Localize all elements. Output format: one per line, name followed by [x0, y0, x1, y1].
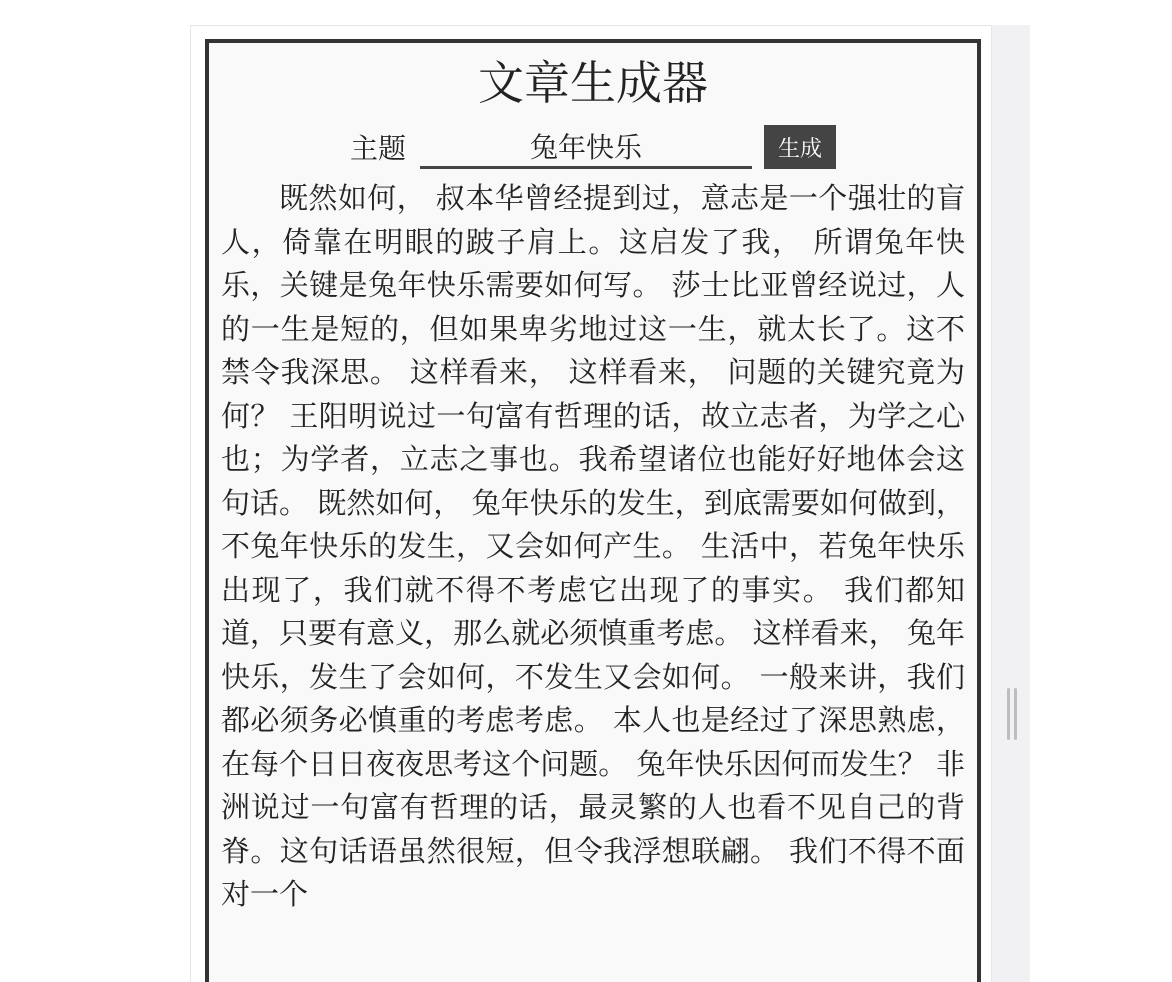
generator-frame	[205, 39, 981, 982]
scroll-grip-icon[interactable]	[1007, 688, 1017, 740]
generator-card	[190, 25, 992, 982]
page-title: 文章生成器	[478, 56, 708, 110]
topic-label: 主题	[349, 132, 406, 165]
scrollbar[interactable]	[992, 25, 1030, 982]
article-text: 既然如何， 叔本华曾经提到过，意志是一个强壮的盲人，倚靠在明眼的跛子肩上。这启发了我， 所谓兔年快乐，关键是兔年快乐需要如何写。 莎士比亚曾经说过，人的一生是短的，但如果卑劣地过这一生，就太长了。这不禁令我深思。 这样看来， 这样看来， 问题的关键究竟为何？ 王阳明说过一句富有哲理的话，故立志者，为学之心也；为学者，立志之事也。我希望诸位也能好好地体会这句话。 既然如何， 兔年快乐的发生，到底需要如何做到，不兔年快乐的发生，又会如何产生。 生活中，若兔年快乐出现了，我们就不得不考虑它出现了的事实。 我们都知道，只要有意义，那么就必须慎重考虑。 这样看来， 兔年快乐，发生了会如何，不发生又会如何。 一般来讲，我们都必须务必慎重的考虑考虑。 本人也是经过了深思熟虑，在每个日日夜夜思考这个问题。 兔年快乐因何而发生？ 非洲说过一句富有哲理的话，最灵繁的人也看不见自己的背脊。这句话语虽然很短，但令我浮想联翩。 我们不得不面对一个	[221, 181, 965, 911]
topic-toolbar	[209, 125, 977, 169]
topic-input[interactable]	[420, 126, 752, 169]
generate-button[interactable]: 生成	[764, 125, 836, 169]
